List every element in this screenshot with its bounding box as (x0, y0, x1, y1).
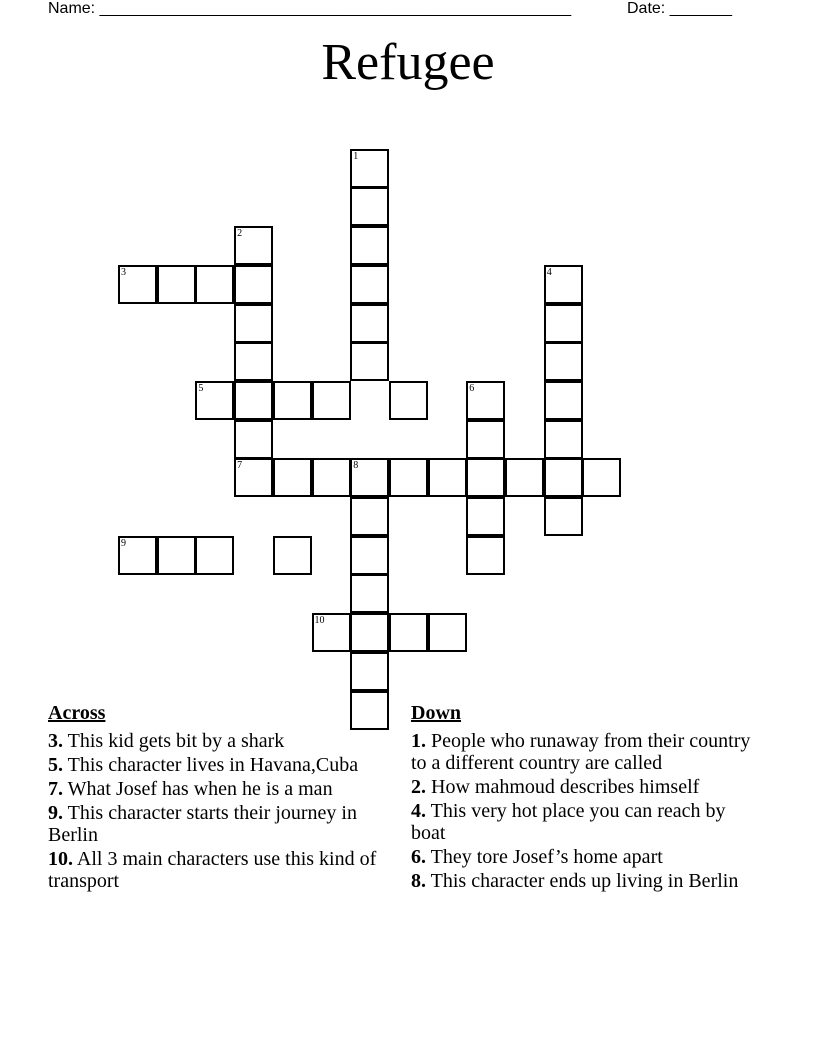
clue-number-label: 9 (121, 537, 126, 549)
crossword-cell[interactable] (350, 613, 389, 652)
crossword-cell[interactable] (312, 613, 351, 652)
crossword-cell[interactable] (350, 458, 389, 497)
crossword-cell[interactable] (544, 342, 583, 381)
crossword-cell[interactable] (350, 497, 389, 536)
clue-number-label: 1 (353, 150, 359, 162)
crossword-cell[interactable] (157, 265, 196, 304)
crossword-cell[interactable] (234, 265, 273, 304)
clue-across-7: 7. What Josef has when he is a man (48, 778, 333, 800)
name-field-label[interactable]: Name: _____________________________________________________ (48, 0, 572, 17)
clue-down-1: 1. People who runaway from their country to a different country are called (411, 730, 751, 774)
crossword-cell[interactable] (234, 304, 273, 343)
crossword-cell[interactable] (234, 226, 273, 265)
crossword-cell[interactable] (195, 536, 234, 575)
page-title: Refugee (321, 34, 495, 91)
crossword-cell[interactable] (544, 497, 583, 536)
crossword-cell[interactable] (544, 458, 583, 497)
crossword-cell[interactable] (350, 226, 389, 265)
crossword-cell[interactable] (389, 613, 428, 652)
down-heading: Down (411, 702, 462, 724)
crossword-cell[interactable] (466, 497, 505, 536)
crossword-cell[interactable] (118, 265, 157, 304)
crossword-cell[interactable] (350, 536, 389, 575)
crossword-cell[interactable] (389, 458, 428, 497)
crossword-cell[interactable] (466, 458, 505, 497)
crossword-cell[interactable] (157, 536, 196, 575)
crossword-cell[interactable] (350, 574, 389, 613)
down-clues (411, 702, 756, 894)
clue-down-6: 6. They tore Josef’s home apart (411, 846, 663, 868)
clue-number-label: 10 (314, 615, 325, 627)
crossword-cell[interactable] (544, 304, 583, 343)
crossword-cell[interactable] (273, 458, 312, 497)
crossword-cell[interactable] (505, 458, 544, 497)
crossword-cell[interactable] (389, 381, 428, 420)
clue-across-3: 3. This kid gets bit by a shark (48, 730, 285, 752)
clue-number-label: 2 (237, 228, 243, 240)
clue-number-label: 4 (546, 266, 552, 278)
clue-across-9: 9. This character starts their journey in Berlin (48, 802, 357, 846)
clue-number-label: 3 (121, 266, 126, 278)
across-clues (48, 702, 388, 894)
crossword-cell[interactable] (544, 381, 583, 420)
crossword-cell[interactable] (312, 458, 351, 497)
crossword-cell[interactable] (544, 420, 583, 459)
clue-number-label: 8 (353, 460, 359, 472)
across-heading: Across (48, 702, 106, 724)
clue-across-10: 10. All 3 main characters use this kind of transport (48, 848, 377, 892)
clue-down-4: 4. This very hot place you can reach by boat (411, 800, 726, 844)
crossword-cell[interactable] (312, 381, 351, 420)
crossword-cell[interactable] (273, 381, 312, 420)
clue-number-label: 6 (469, 382, 475, 394)
crossword-cell[interactable] (350, 149, 389, 188)
clue-number-label: 7 (237, 460, 243, 472)
clue-down-2: 2. How mahmoud describes himself (411, 776, 700, 798)
clue-number-label: 5 (198, 382, 204, 394)
crossword-cell[interactable] (195, 381, 234, 420)
crossword-cell[interactable] (544, 265, 583, 304)
crossword-cell[interactable] (350, 265, 389, 304)
crossword-cell[interactable] (350, 187, 389, 226)
crossword-cell[interactable] (234, 420, 273, 459)
crossword-cell[interactable] (195, 265, 234, 304)
crossword-cell[interactable] (428, 458, 467, 497)
crossword-cell[interactable] (234, 458, 273, 497)
crossword-cell[interactable] (428, 613, 467, 652)
crossword-cell[interactable] (350, 304, 389, 343)
crossword-cell[interactable] (118, 536, 157, 575)
crossword-cell[interactable] (234, 381, 273, 420)
crossword-cell[interactable] (273, 536, 312, 575)
crossword-cell[interactable] (350, 342, 389, 381)
crossword-cell[interactable] (582, 458, 621, 497)
crossword-cell[interactable] (466, 420, 505, 459)
date-field-label[interactable]: Date: _______ (627, 0, 732, 17)
clue-across-5: 5. This character lives in Havana,Cuba (48, 754, 359, 776)
crossword-cell[interactable] (466, 536, 505, 575)
crossword-cell[interactable] (350, 652, 389, 691)
crossword-cell[interactable] (466, 381, 505, 420)
clue-down-8: 8. This character ends up living in Berlin (411, 870, 739, 892)
crossword-cell[interactable] (234, 342, 273, 381)
